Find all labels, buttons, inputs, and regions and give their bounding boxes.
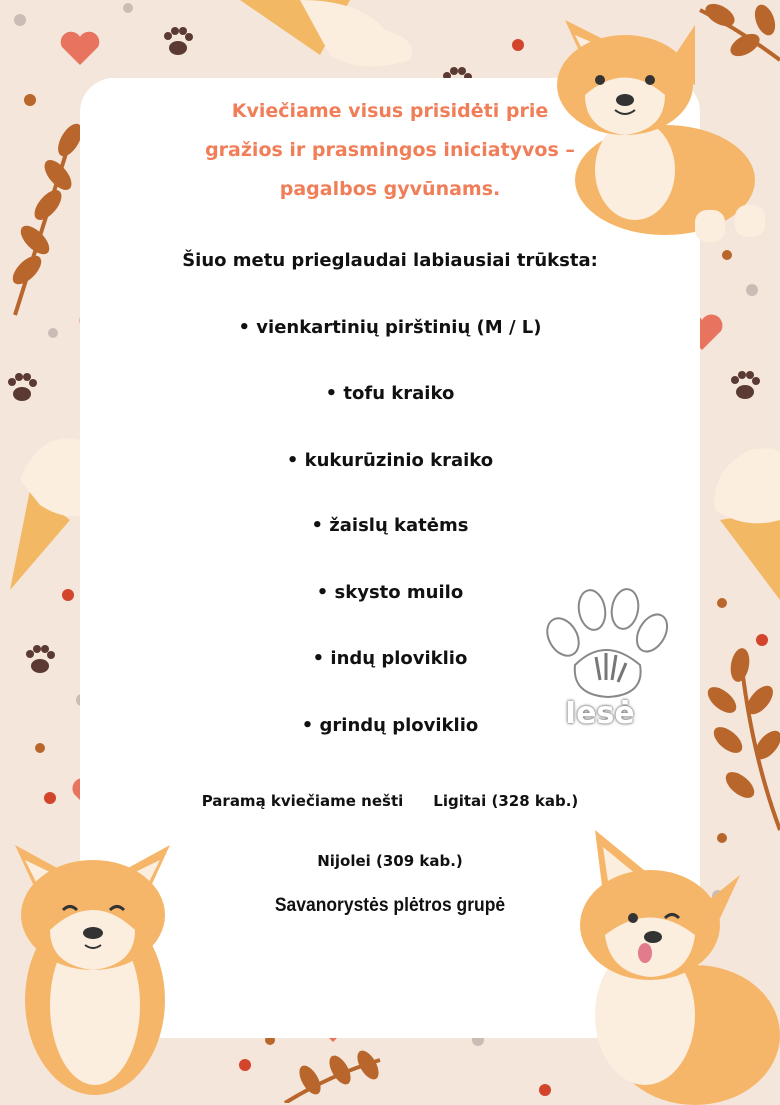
- headline-line: gražios ir prasmingos iniciatyvos –: [205, 139, 575, 161]
- headline: [0, 92, 780, 209]
- support-contact-2: Nijolei (309 kab.): [317, 852, 463, 870]
- corgi-bottom-left-icon: [5, 835, 205, 1105]
- needs-list-item: • indų ploviklio: [312, 648, 468, 669]
- leaf-branch-bottom-icon: [285, 1047, 383, 1103]
- iese-paw-logo-icon: [530, 585, 670, 705]
- iese-logo-text: Iesė: [565, 696, 635, 731]
- support-label: Paramą kviečiame nešti: [201, 792, 404, 810]
- needs-list-item: • žaislų katėms: [311, 515, 469, 536]
- needs-list-item: • skysto muilo: [316, 582, 464, 603]
- needs-subtitle: Šiuo metu prieglaudai labiausiai trūksta:: [182, 250, 598, 271]
- support-line: [0, 792, 780, 810]
- needs-list-item: • kukurūzinio kraiko: [286, 450, 494, 471]
- needs-list-item: • vienkartinių pirštinių (M / L): [238, 317, 542, 338]
- group-signature: Savanorystės plėtros grupė: [274, 895, 506, 916]
- ice-cream-top-icon: [240, 0, 412, 66]
- headline-line: pagalbos gyvūnams.: [279, 178, 501, 200]
- needs-list-item: • grindų ploviklio: [301, 715, 479, 736]
- headline-line: Kviečiame visus prisidėti prie: [231, 100, 549, 122]
- needs-list-item: • tofu kraiko: [325, 383, 455, 404]
- support-contact-1: Ligitai (328 kab.): [433, 792, 579, 810]
